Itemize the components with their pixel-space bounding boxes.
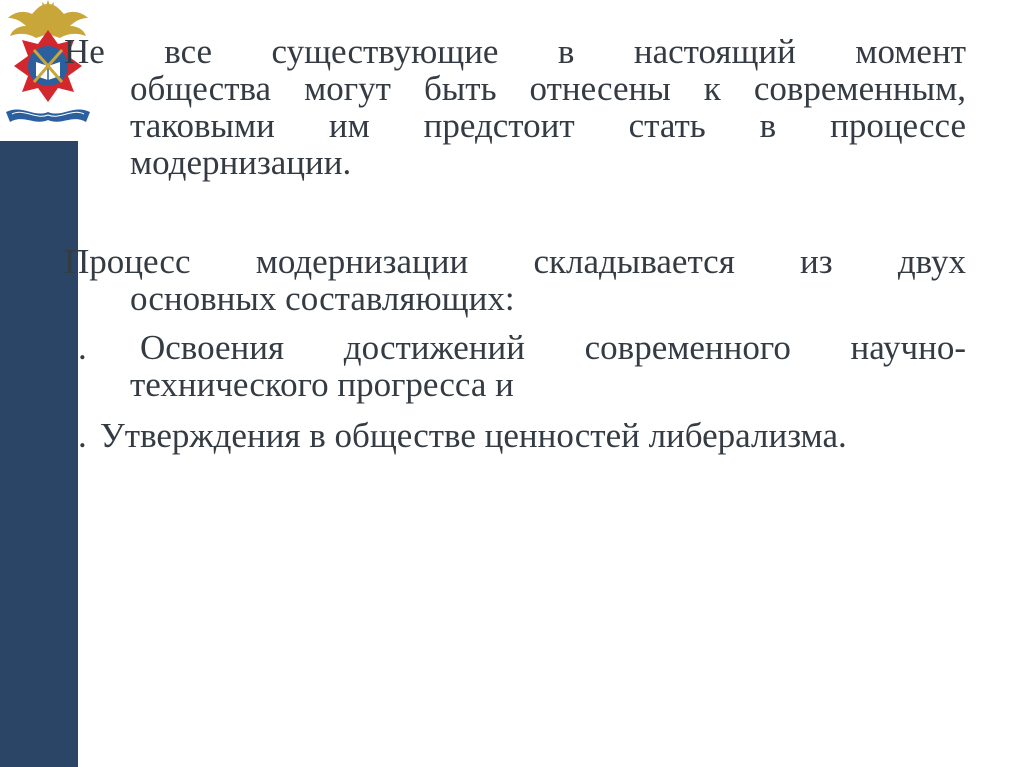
paragraph-1	[64, 33, 966, 181]
paragraph-1-line-2: общества могут быть отнесены к современным,	[130, 69, 966, 108]
paragraph-1-line-3: таковыми им предстоит стать в процессе	[130, 106, 966, 145]
paragraph-2-line-2: основных составляющих:	[130, 279, 515, 318]
paragraph-1-line-4: модернизации.	[130, 143, 352, 182]
paragraph-1-line-1: Не все существующие в настоящий момент	[64, 32, 966, 71]
list-item-1-line-2: технического прогресса и	[130, 365, 514, 404]
list-item-2-text: Утверждения в обществе ценностей либерализма.	[100, 416, 847, 455]
paragraph-2	[64, 243, 966, 317]
list-item-1	[140, 329, 966, 366]
list-item-1-cont	[130, 366, 966, 403]
list-item-2-marker: .	[78, 416, 87, 455]
list-item-1-marker: .	[78, 328, 87, 367]
list-item-2	[100, 417, 966, 454]
paragraph-2-line-1: Процесс модернизации складывается из двух	[64, 242, 966, 281]
list-item-1-line-1: Освоения достижений современного научно-	[140, 328, 966, 367]
